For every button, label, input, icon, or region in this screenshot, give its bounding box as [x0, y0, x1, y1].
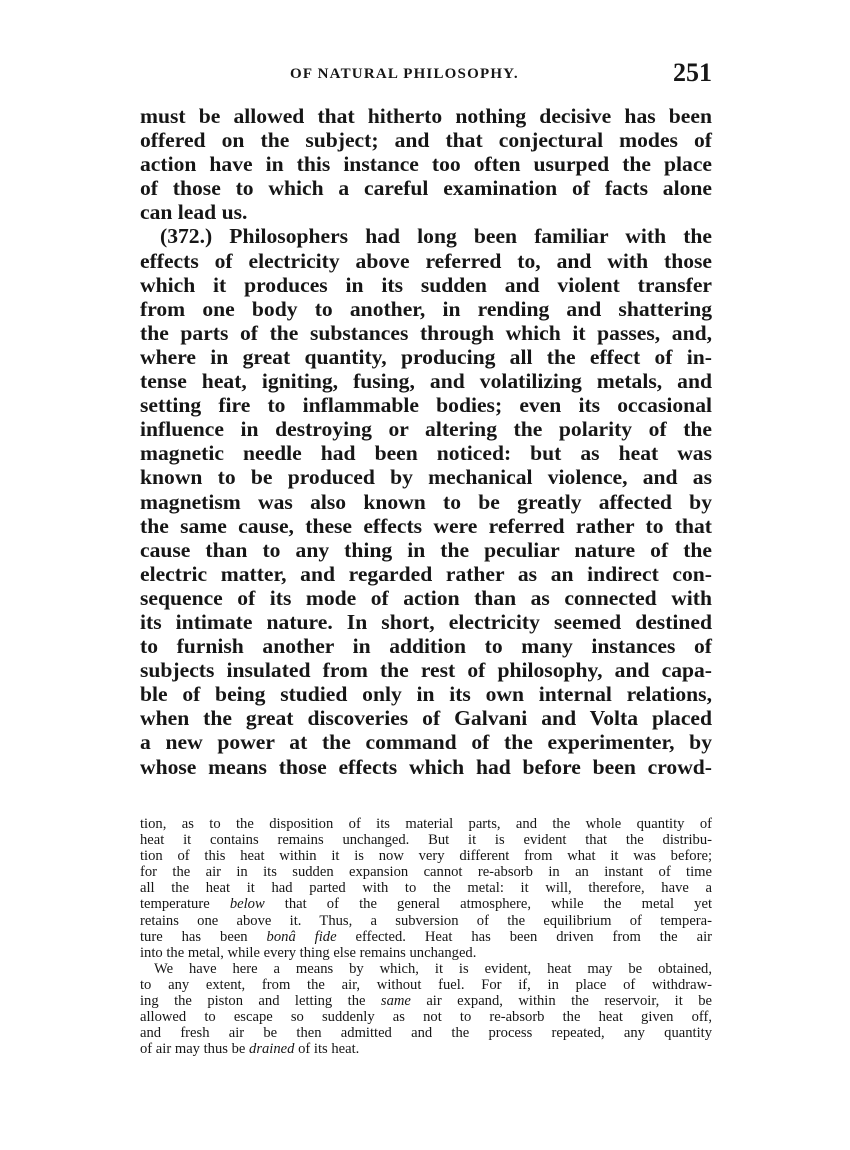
- text-line: whose means those effects which had before been crowd-: [140, 754, 712, 779]
- text-line: of those to which a careful examination of facts alone: [140, 176, 712, 201]
- text-line: from one body to another, in rending and shattering: [140, 296, 712, 321]
- text-line: sequence of its mode of action than as connected with: [140, 585, 712, 610]
- footnote-line: to any extent, from the air, without fuel. For if, in place of withdraw-: [140, 976, 712, 993]
- footnote-fragment: effected. Heat has been driven from the air: [336, 928, 712, 945]
- footnote-line: all the heat it had parted with to the metal: it will, therefore, have a: [140, 880, 712, 897]
- footnote-line: [140, 929, 712, 945]
- footnote-line: [140, 993, 712, 1009]
- footnote-line: for the air in its sudden expansion cannot re-absorb in an instant of time: [140, 864, 712, 881]
- footnote-paragraph-start: We have here a means by which, it is evident, heat may be obtained,: [154, 960, 712, 977]
- page-number: 251: [673, 58, 712, 87]
- text-line: tense heat, igniting, fusing, and volatilizing metals, and: [140, 369, 712, 394]
- footnote-line: [140, 1041, 712, 1057]
- footnote-line: heat it contains remains unchanged. But it is evident that the distribu-: [140, 832, 712, 849]
- text-line: where in great quantity, producing all the effect of in-: [140, 344, 712, 369]
- text-line: the same cause, these effects were referred rather to that: [140, 513, 712, 538]
- main-text: [140, 104, 712, 779]
- text-line: the parts of the substances through which it passes, and,: [140, 320, 712, 345]
- text-line: offered on the subject; and that conjectural modes of: [140, 128, 712, 153]
- footnote-fragment: that of the general atmosphere, while the metal yet: [264, 896, 712, 913]
- text-line: subjects insulated from the rest of philosophy, and capa-: [140, 658, 712, 683]
- text-line: setting fire to inflammable bodies; even its occasional: [140, 393, 712, 418]
- footnote-fragment: of air may thus be: [140, 1041, 250, 1058]
- footnote-fragment: ture has been: [140, 928, 267, 945]
- footnote-fragment: air expand, within the reservoir, it be: [410, 993, 712, 1010]
- footnote-line: tion of this heat within it is now very different from what it was before;: [140, 848, 712, 865]
- footnote-line: and fresh air be then admitted and the process repeated, any quantity: [140, 1025, 712, 1042]
- footnote-line: retains one above it. Thus, a subversion of the equilibrium of tempera-: [140, 912, 712, 929]
- text-line: which it produces in its sudden and violent transfer: [140, 272, 712, 297]
- footnote-fragment: temperature: [140, 896, 230, 913]
- running-title: OF NATURAL PHILOSOPHY.: [290, 66, 519, 82]
- footnote-emphasis: below: [229, 896, 265, 913]
- footnote-line: allowed to escape so suddenly as not to re-absorb the heat given off,: [140, 1009, 712, 1026]
- footnote-fragment: ing the piston and letting the: [140, 993, 381, 1010]
- footnote-line: tion, as to the disposition of its material parts, and the whole quantity of: [140, 816, 712, 832]
- text-line: to furnish another in addition to many instances of: [140, 634, 712, 659]
- text-line: a new power at the command of the experimenter, by: [140, 730, 712, 755]
- paragraph-372-start: (372.) Philosophers had long been familiar with the: [160, 224, 712, 249]
- footnote-text: [140, 816, 712, 1057]
- text-line: known to be produced by mechanical violence, and as: [140, 465, 712, 490]
- footnote-emphasis: drained: [249, 1041, 295, 1058]
- text-line: electric matter, and regarded rather as an indirect con-: [140, 561, 712, 586]
- text-line: ble of being studied only in its own internal relations,: [140, 682, 712, 707]
- footnote-emphasis: bonâ fide: [266, 928, 337, 945]
- text-line: must be allowed that hitherto nothing decisive has been: [140, 104, 712, 128]
- page-header: [140, 58, 712, 92]
- text-line: effects of electricity above referred to, and with those: [140, 248, 712, 273]
- text-line: its intimate nature. In short, electricity seemed destined: [140, 609, 712, 634]
- text-line: when the great discoveries of Galvani and Volta placed: [140, 706, 712, 731]
- footnote-fragment: of its heat.: [294, 1041, 360, 1058]
- text-line: magnetic needle had been noticed: but as heat was: [140, 441, 712, 466]
- footnote-line: into the metal, while every thing else remains unchanged.: [140, 944, 477, 961]
- footnote-emphasis: same: [380, 993, 411, 1010]
- footnote-line: [140, 896, 712, 912]
- text-line: cause than to any thing in the peculiar nature of the: [140, 537, 712, 562]
- text-line: action have in this instance too often usurped the place: [140, 152, 712, 177]
- text-line: magnetism was also known to be greatly affected by: [140, 489, 712, 514]
- text-line: influence in destroying or altering the polarity of the: [140, 417, 712, 442]
- text-line: can lead us.: [140, 200, 248, 225]
